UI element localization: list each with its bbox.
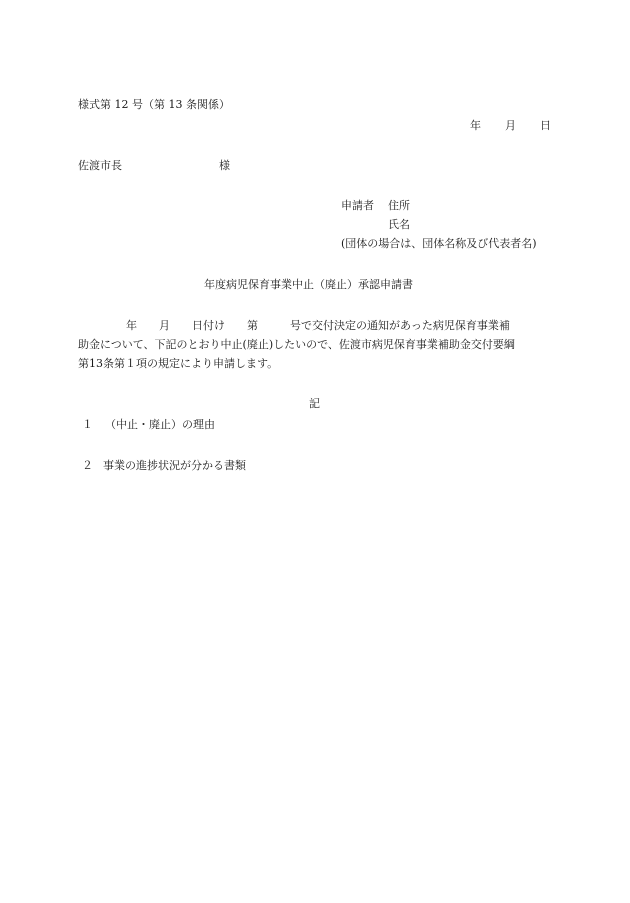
- item-text: （中止・廃止）の理由: [105, 418, 215, 431]
- addressee-honorific: 様: [219, 159, 230, 172]
- body-month: 月: [159, 319, 170, 332]
- addressee-name: 佐渡市長: [78, 159, 122, 172]
- body-line-1-rest: 号で交付決定の通知があった病児保育事業補: [290, 319, 510, 332]
- item-text: 事業の進捗状況が分かる書類: [103, 459, 246, 472]
- applicant-label: 申請者: [341, 199, 374, 212]
- form-number: 様式第 12 号（第 13 条関係）: [78, 98, 230, 111]
- note-heading: 記: [309, 397, 320, 410]
- body-line-2: 助金について、下記のとおり中止(廃止)したいので、佐渡市病児保育事業補助金交付要綱: [78, 338, 515, 351]
- body-number-prefix: 第: [247, 319, 258, 332]
- list-item: [82, 418, 215, 432]
- document-title: 年度病児保育事業中止（廃止）承認申請書: [204, 278, 413, 291]
- item-number: １: [82, 418, 93, 431]
- date-line: [470, 119, 551, 133]
- applicant-note: (団体の場合は、団体名称及び代表者名): [341, 237, 537, 250]
- list-item: [82, 459, 246, 473]
- date-day: 日: [540, 119, 551, 132]
- item-number: ２: [82, 459, 93, 472]
- body-day-dated: 日付け: [192, 319, 225, 332]
- date-year: 年: [470, 119, 481, 132]
- date-month: 月: [505, 119, 516, 132]
- applicant-name-label: 氏名: [388, 218, 410, 231]
- applicant-address-label: 住所: [388, 199, 410, 212]
- body-line-1: [126, 319, 510, 333]
- body-line-3: 第13条第１項の規定により申請します。: [78, 357, 279, 370]
- body-year: 年: [126, 319, 137, 332]
